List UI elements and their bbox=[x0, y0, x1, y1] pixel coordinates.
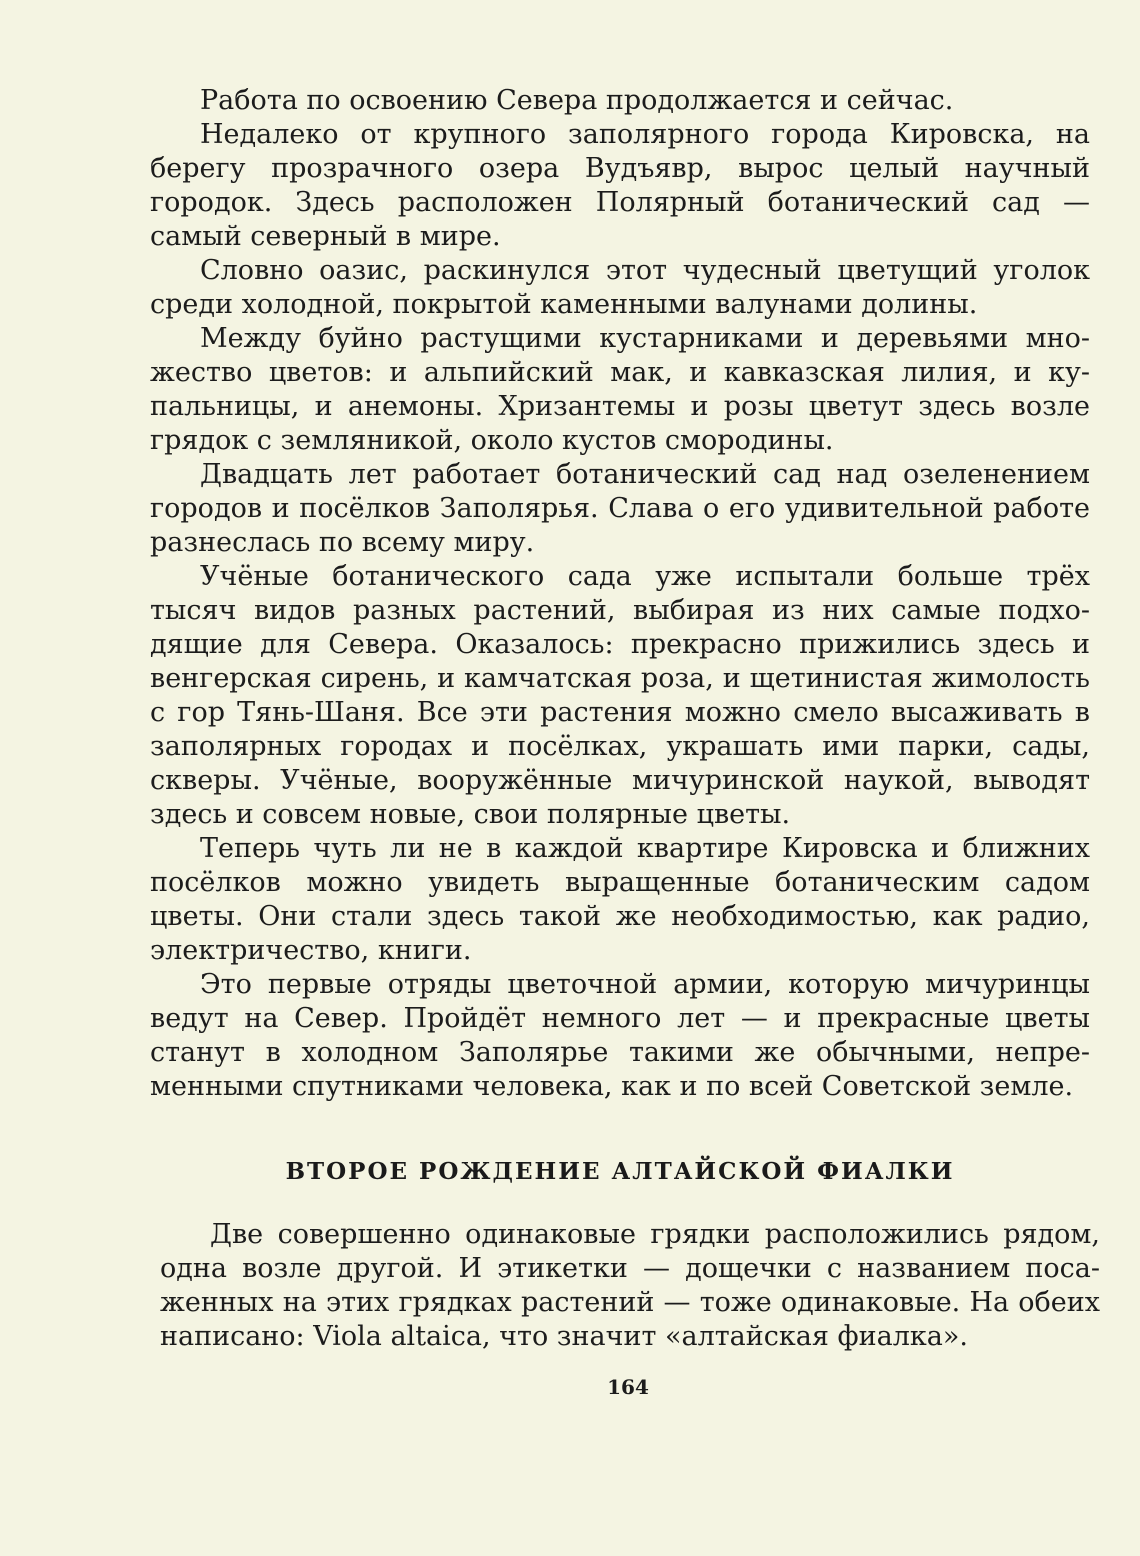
page-number: 164 bbox=[607, 1375, 649, 1399]
main-text bbox=[150, 84, 1090, 1104]
paragraph: Недалеко от крупного заполярного города Кировска, на берегу прозрачного озера Вудъявр, вырос целый научный городок. Здесь расположен Полярный ботанический сад — самый северный в мире. bbox=[150, 119, 1090, 252]
paragraph: Теперь чуть ли не в каждой квартире Кировска и ближних посёлков можно увидеть выращенные ботаническим садом цветы. Они стали здесь такой же необходимостью, как радио, электричество, книги. bbox=[150, 833, 1090, 966]
paragraph: Работа по освоению Севера продолжается и сейчас. bbox=[200, 85, 954, 116]
paragraph: Учёные ботанического сада уже испытали больше трёх тысяч видов разных растений, выбирая из них самые подходящие для Севера. Оказалось: прекрасно прижились здесь и венгерская сирень, и камчатская роза, и щетинистая жимолость с гор Тянь-Шаня. Все эти растения можно смело высаживать в заполярных городах и посёлках, украшать ими парки, сады, скверы. Учёные, вооружённые мичуринской наукой, выводят здесь и совсем новые, свои полярные цветы. bbox=[150, 561, 1090, 830]
paragraph: Две совершенно одинаковые грядки расположились рядом, одна возле другой. И этикетки — дощечки с названием посаженных на этих грядках растений — тоже одинаковые. На обеих написано: Viola altaica, что значит «алтайская фиалка». bbox=[160, 1219, 1100, 1352]
paragraph: Двадцать лет работает ботанический сад над озеленением городов и посёлков Заполярья. Слава о его удивительной работе разнеслась по всему миру. bbox=[150, 459, 1090, 558]
paragraph: Это первые отряды цветочной армии, которую мичуринцы ведут на Север. Пройдёт немного лет — и прекрасные цветы станут в холодном Заполярье такими же обычными, непременными спутниками человека, как и по всей Советской земле. bbox=[150, 969, 1090, 1102]
paragraph: Между буйно растущими кустарниками и деревьями множество цветов: и альпийский мак, и кавказская лилия, и купальницы, и анемоны. Хризантемы и розы цветут здесь возле грядок с земляникой, около кустов смородины. bbox=[150, 323, 1090, 456]
paragraph: Словно оазис, раскинулся этот чудесный цветущий уголок среди холодной, покрытой каменными валунами долины. bbox=[150, 255, 1090, 320]
section-text bbox=[160, 1218, 1100, 1354]
section-heading: ВТОРОЕ РОЖДЕНИЕ АЛТАЙСКОЙ ФИАЛКИ bbox=[285, 1158, 955, 1185]
